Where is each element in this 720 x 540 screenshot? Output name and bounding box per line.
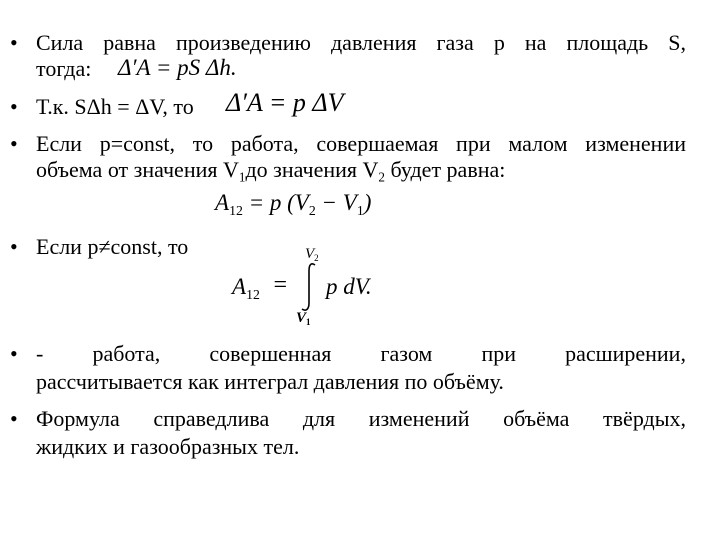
item3-line2-a: объема от значения V xyxy=(36,157,239,182)
item3-line2-c: будет равна: xyxy=(385,157,506,182)
item3-sub-2: 2 xyxy=(378,169,386,185)
bullet-marker: • xyxy=(10,131,18,156)
item6-word: Формула xyxy=(36,406,120,431)
item4-text: Если р≠const, то xyxy=(36,234,189,259)
item5-word: при xyxy=(481,341,516,366)
bullet-marker: • xyxy=(10,406,18,431)
item2-text: Т.к. SΔh = ΔV, то xyxy=(36,94,194,119)
formula-V1-sub: 1 xyxy=(356,202,364,218)
integral-upper-V: V xyxy=(305,246,315,262)
item1-line2: тогда: xyxy=(36,56,92,81)
integral-integrand: p dV. xyxy=(326,274,372,299)
formula-dA-pSdh: Δ′A = pS Δh. xyxy=(118,55,237,80)
integral-upper-limit xyxy=(305,246,319,263)
formula-dA-pdV: Δ′A = p ΔV xyxy=(226,88,344,117)
integral-lower-V: V xyxy=(296,310,307,326)
item6-line1 xyxy=(36,406,686,432)
bullet-marker: • xyxy=(10,234,18,259)
item3-line2-b: до значения V xyxy=(245,157,379,182)
item1-line1-text: Сила равна произведению давления газа р на площадь S, xyxy=(36,30,686,55)
formula-A: A xyxy=(215,190,230,215)
formula-minus: − V xyxy=(315,190,357,215)
item5-line2: рассчитывается как интеграл давления по объёму. xyxy=(36,369,504,394)
item3-sub-1: 1 xyxy=(238,169,246,185)
item6-word: изменений xyxy=(368,406,470,431)
bullet-marker: • xyxy=(10,94,18,119)
formula-rhs: = p (V xyxy=(248,190,309,215)
item1-line1 xyxy=(36,30,686,56)
bullet-marker: • xyxy=(10,341,18,366)
formula-V2-sub: 2 xyxy=(308,202,316,218)
item3-line1 xyxy=(36,131,686,157)
item6-word: объёма xyxy=(503,406,570,431)
integral-upper-sub: 2 xyxy=(314,253,319,264)
integral-sign-icon xyxy=(298,262,320,312)
item6-word: справедлива xyxy=(153,406,270,431)
item3-line2 xyxy=(36,157,505,191)
item5-word: газом xyxy=(380,341,433,366)
item6-word: для xyxy=(302,406,336,431)
integral-lower-sub: 1 xyxy=(306,317,311,328)
formula-A-sub: 12 xyxy=(229,202,243,218)
item5-word: работа, xyxy=(92,341,161,366)
item5-word: совершенная xyxy=(209,341,332,366)
integral-A-sub: 12 xyxy=(246,286,260,302)
item5-word: расширении, xyxy=(565,341,686,366)
integral-lhs xyxy=(232,274,260,303)
bullet-marker: • xyxy=(10,30,18,55)
integral-A: A xyxy=(232,274,247,299)
formula-A12-work xyxy=(215,190,371,219)
formula-close-paren: ) xyxy=(363,190,372,215)
item6-word: твёрдых, xyxy=(603,406,686,431)
item6-line2: жидких и газообразных тел. xyxy=(36,434,300,459)
item5-word: - xyxy=(36,341,44,366)
integral-lower-limit xyxy=(296,310,311,327)
integral-equals: = xyxy=(272,272,289,298)
item3-line1-text: Если р=const, то работа, совершаемая при малом изменении xyxy=(36,131,686,156)
item5-line1 xyxy=(36,341,686,367)
